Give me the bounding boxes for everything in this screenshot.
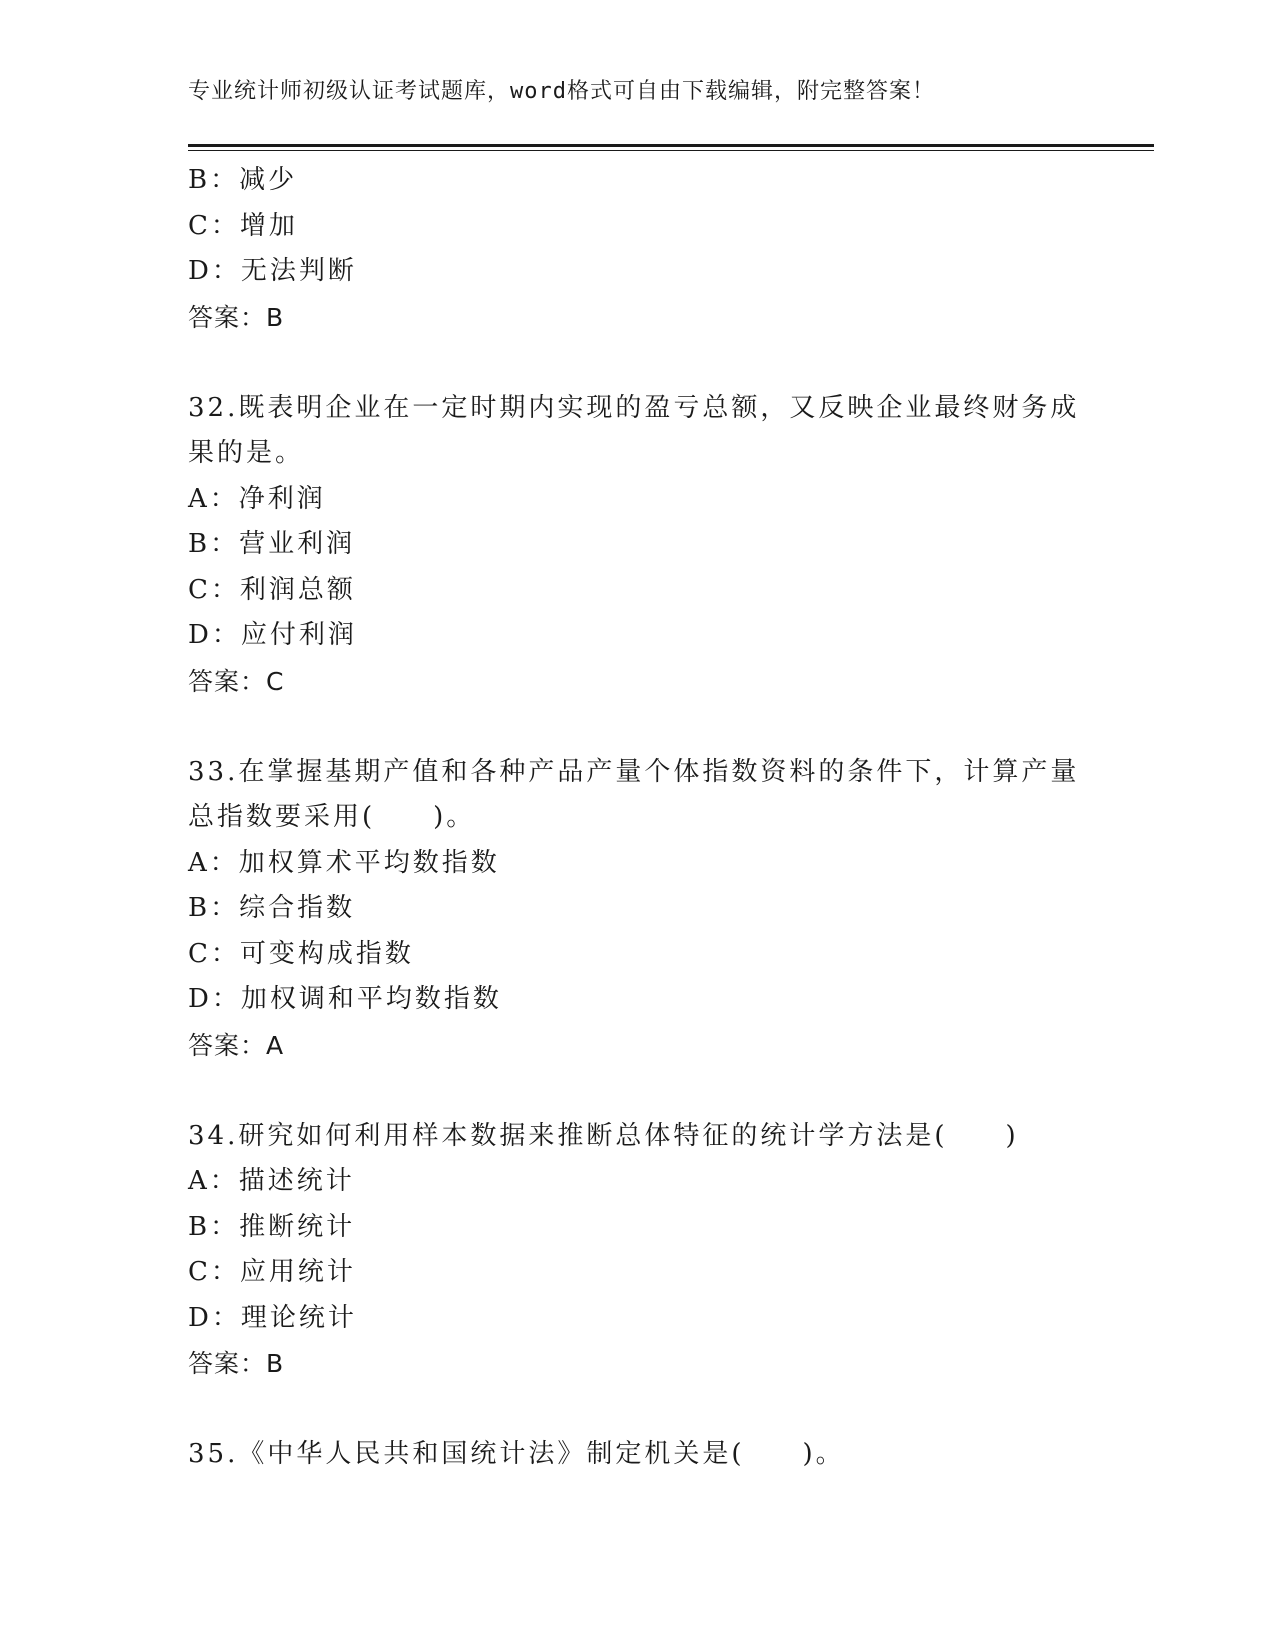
option-text: 应用统计	[239, 1257, 356, 1287]
option-label: D：	[188, 620, 241, 650]
spacer	[188, 340, 1088, 386]
option-d	[188, 613, 1088, 659]
option-a	[188, 477, 1088, 523]
option-label: C：	[188, 574, 240, 605]
option-b	[188, 158, 1088, 204]
option-label: A：	[188, 1166, 239, 1196]
option-d	[188, 249, 1088, 295]
option-label: B：	[188, 529, 240, 559]
option-d	[188, 977, 1088, 1023]
page-header: 专业统计师初级认证考试题库，word格式可自由下载编辑，附完整答案！	[188, 79, 935, 104]
option-d	[188, 1296, 1088, 1342]
answer-33: 答案：A	[188, 1030, 285, 1060]
option-text: 理论统计	[240, 1302, 357, 1333]
option-label: A：	[188, 483, 239, 514]
option-text: 描述统计	[238, 1166, 355, 1196]
option-b	[188, 1205, 1088, 1251]
spacer	[188, 704, 1088, 750]
option-c	[188, 1250, 1088, 1296]
option-b	[188, 886, 1088, 932]
option-c	[188, 568, 1088, 614]
option-label: D：	[188, 1302, 241, 1333]
question-32-stem-line2: 果的是。	[188, 438, 305, 468]
option-text: 加权调和平均数指数	[240, 984, 502, 1014]
answer-31: 答案：B	[188, 302, 285, 332]
option-label: C：	[188, 210, 240, 241]
spacer	[188, 1068, 1088, 1114]
option-label: A：	[188, 847, 239, 878]
option-text: 可变构成指数	[239, 938, 414, 969]
header-rule-thick	[188, 144, 1154, 147]
option-label: C：	[188, 938, 240, 969]
option-text: 推断统计	[239, 1211, 356, 1242]
spacer	[188, 1387, 1088, 1433]
question-33-stem-line1: 33.在掌握基期产值和各种产品产量个体指数资料的条件下，计算产量	[188, 756, 1080, 787]
header-rule-thin	[188, 150, 1154, 151]
answer-32: 答案：C	[188, 666, 285, 696]
exam-content	[188, 158, 1088, 1478]
option-text: 净利润	[238, 483, 326, 514]
option-text: 综合指数	[239, 893, 356, 923]
option-text: 利润总额	[239, 574, 356, 605]
option-label: D：	[188, 984, 241, 1014]
option-label: B：	[188, 893, 240, 923]
answer-34: 答案：B	[188, 1349, 285, 1378]
question-33-stem-line2: 总指数要采用( )。	[188, 802, 476, 832]
question-35-stem-line1: 35.《中华人民共和国统计法》制定机关是( )。	[188, 1439, 845, 1469]
option-label: B：	[188, 1211, 240, 1242]
option-a	[188, 841, 1088, 887]
option-c	[188, 932, 1088, 978]
option-text: 无法判断	[240, 256, 357, 286]
option-text: 应付利润	[240, 620, 357, 650]
option-label: C：	[188, 1257, 240, 1287]
question-34-stem-line1: 34.研究如何利用样本数据来推断总体特征的统计学方法是( )	[188, 1120, 1019, 1151]
option-text: 增加	[239, 210, 298, 241]
option-text: 减少	[239, 165, 298, 195]
option-text: 营业利润	[239, 529, 356, 559]
option-c	[188, 204, 1088, 250]
question-32-stem-line1: 32.既表明企业在一定时期内实现的盈亏总额，又反映企业最终财务成	[188, 392, 1080, 423]
option-text: 加权算术平均数指数	[238, 847, 500, 878]
option-label: D：	[188, 256, 241, 286]
option-a	[188, 1159, 1088, 1205]
option-b	[188, 522, 1088, 568]
option-label: B：	[188, 165, 240, 195]
